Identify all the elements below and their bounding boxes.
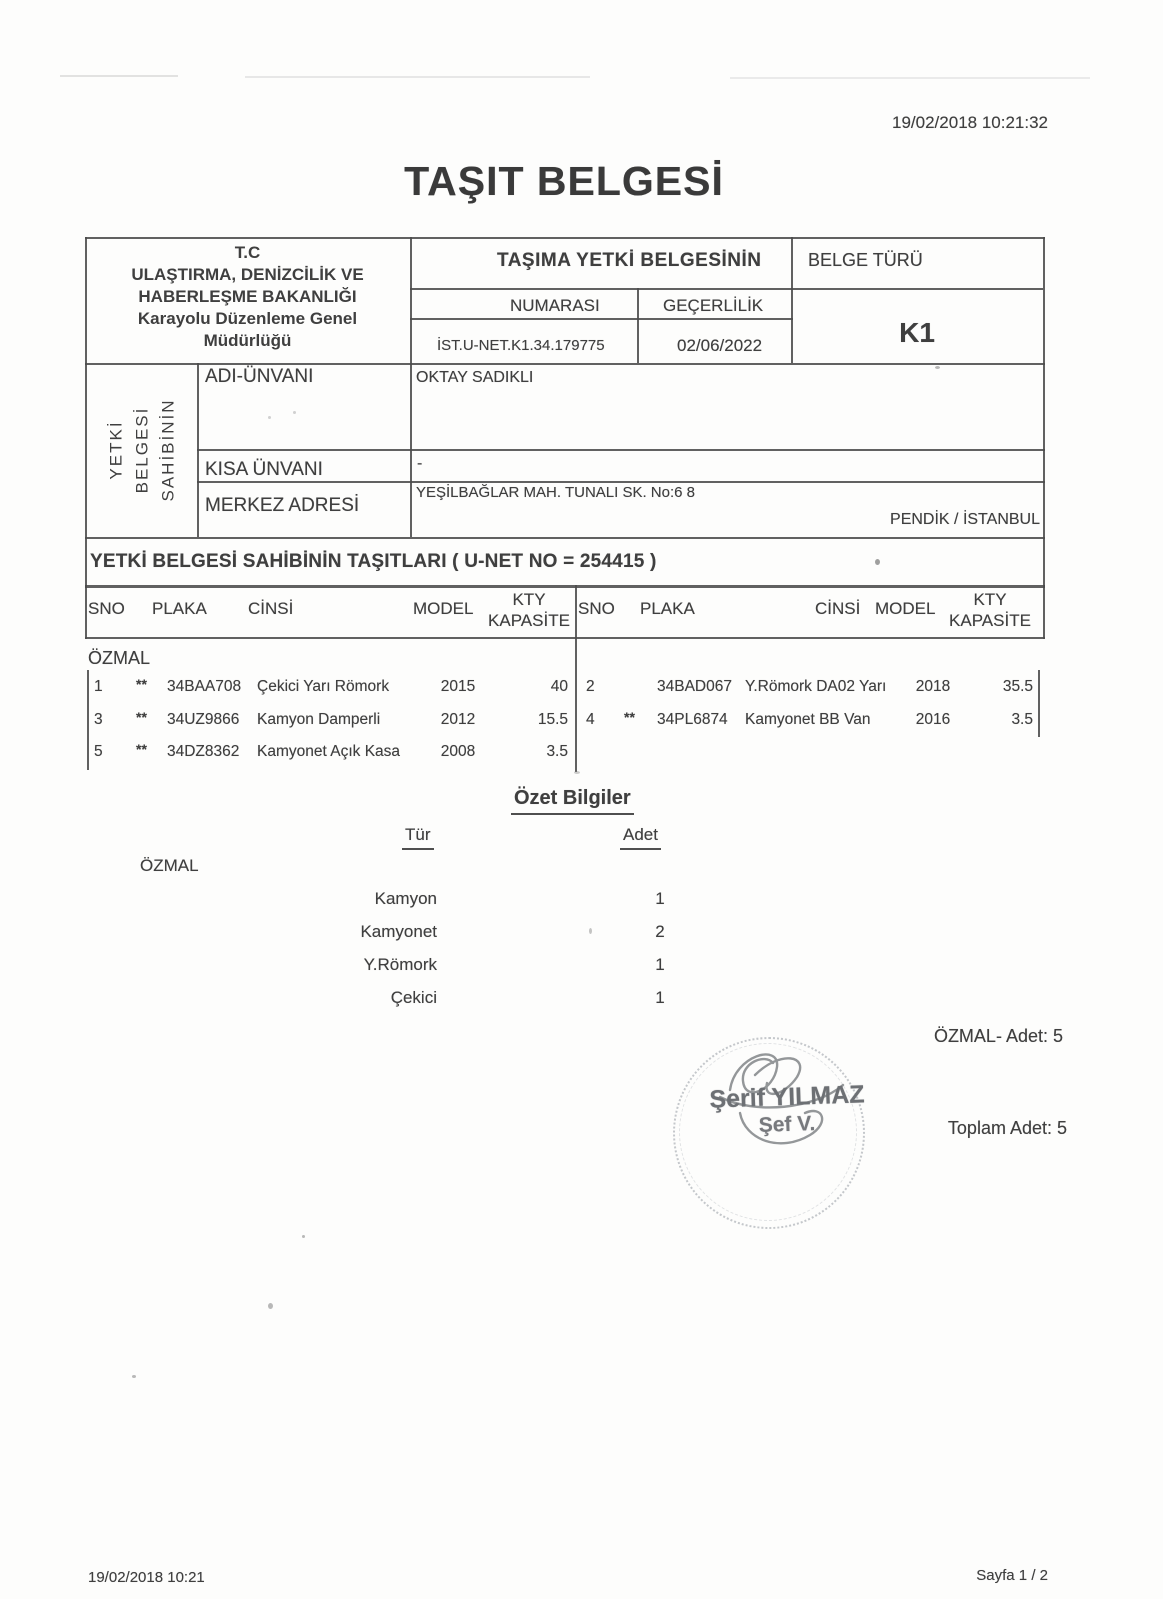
vehicle-sno: 5: [94, 743, 103, 760]
owner-side-label-line: YETKİ: [107, 420, 126, 480]
vehicle-capacity: 35.5: [1002, 678, 1033, 695]
scan-speck: [574, 771, 580, 774]
authority-block: [85, 242, 410, 352]
footer-page-number: Sayfa 1 / 2: [976, 1567, 1048, 1584]
owner-short-label: KISA ÜNVANI: [205, 459, 323, 480]
authority-line: ULAŞTIRMA, DENİZCİLİK VE: [131, 265, 364, 284]
vehicle-row: [88, 743, 568, 763]
summary-col-adet: Adet: [620, 825, 661, 850]
col-header-kapasite: KAPASİTE: [949, 611, 1031, 630]
authority-line: Müdürlüğü: [203, 331, 292, 350]
owner-side-label-line: SAHİBİNİN: [159, 398, 178, 502]
vehicle-model: 2008: [440, 743, 476, 760]
owner-address-label: MERKEZ ADRESİ: [205, 495, 360, 516]
authority-line: T.C: [234, 243, 261, 262]
vehicle-group-label: ÖZMAL: [88, 648, 151, 668]
col-header-kapasite: KAPASİTE: [488, 611, 570, 630]
vehicle-plate: 34UZ9866: [167, 711, 240, 728]
vehicle-plate: 34DZ8362: [167, 743, 240, 760]
authority-line: Karayolu Düzenleme Genel: [137, 309, 358, 328]
scan-speck: [875, 559, 880, 565]
col-header-plaka: PLAKA: [640, 599, 695, 618]
vehicle-type: Kamyonet Açık Kasa: [257, 743, 401, 760]
vehicle-type: Kamyonet BB Van: [745, 711, 871, 728]
table-border: [85, 585, 1045, 588]
col-header-model: MODEL: [875, 599, 936, 618]
table-border: [85, 363, 1045, 365]
table-border: [197, 481, 1045, 483]
owner-address-value: YEŞİLBAĞLAR MAH. TUNALI SK. No:6 8: [416, 484, 695, 501]
vehicle-plate: 34BAA708: [167, 678, 242, 695]
scan-artifact-line: [60, 75, 178, 77]
table-border: [1043, 237, 1045, 588]
vehicle-sno: 2: [586, 678, 595, 695]
vehicle-sno: 3: [94, 711, 103, 728]
table-border: [85, 637, 1045, 639]
vehicle-flag: **: [624, 709, 635, 725]
vehicle-row: [578, 678, 1040, 698]
table-border: [410, 237, 412, 537]
permit-validity-label: GEÇERLİLİK: [663, 296, 764, 315]
vehicle-sno: 1: [94, 678, 103, 695]
summary-row-tur: Çekici: [390, 988, 437, 1007]
owner-address-city: PENDİK / İSTANBUL: [890, 511, 1040, 528]
summary-row-adet: 1: [655, 955, 665, 974]
vehicle-capacity: 40: [550, 678, 568, 695]
vehicle-plate: 34PL6874: [657, 711, 728, 728]
scan-artifact-line: [245, 76, 590, 78]
summary-row-tur: Kamyon: [374, 889, 437, 908]
summary-row-adet: 1: [655, 889, 665, 908]
owner-side-label-line: BELGESİ: [133, 406, 152, 494]
vehicle-row: [88, 678, 568, 698]
vehicle-model: 2015: [440, 678, 476, 695]
col-header-kty: KTY: [973, 590, 1007, 609]
vehicles-section-title: YETKİ BELGESİ SAHİBİNİN TAŞITLARI ( U-NET NO = 254415 ): [90, 551, 657, 572]
summary-row-adet: 2: [655, 922, 665, 941]
summary-row-tur: Y.Römork: [363, 955, 437, 974]
col-header-plaka: PLAKA: [152, 599, 207, 618]
footer-timestamp: 19/02/2018 10:21: [88, 1569, 205, 1586]
vehicle-model: 2018: [915, 678, 951, 695]
table-border: [410, 318, 793, 320]
table-border: [637, 288, 639, 363]
vehicle-capacity: 3.5: [1011, 711, 1033, 728]
col-header-model: MODEL: [413, 599, 474, 618]
scan-speck: [935, 366, 940, 369]
vehicle-row: [578, 711, 1040, 731]
scan-speck: [293, 411, 296, 414]
vehicle-flag: **: [136, 676, 147, 692]
vehicle-capacity: 15.5: [537, 711, 568, 728]
vehicle-model: 2012: [440, 711, 476, 728]
vehicle-plate: 34BAD067: [657, 678, 732, 695]
scan-speck: [132, 1375, 136, 1378]
stamp-signer-role: Şef V.: [758, 1112, 816, 1137]
vehicle-model: 2016: [915, 711, 951, 728]
table-border: [410, 288, 1043, 290]
owner-name-value: OKTAY SADIKLI: [416, 369, 534, 386]
authority-line: HABERLEŞME BAKANLIĞI: [138, 287, 357, 306]
summary-title: Özet Bilgiler: [511, 787, 634, 815]
col-header-kty: KTY: [512, 590, 546, 609]
permit-number-value: İST.U-NET.K1.34.179775: [437, 337, 605, 354]
table-border: [85, 585, 87, 639]
vehicle-type: Y.Römork DA02 Yarı: [745, 678, 887, 695]
col-header-sno: SNO: [578, 599, 615, 618]
summary-ozmal-total: ÖZMAL- Adet: 5: [933, 1026, 1063, 1046]
owner-side-label: [88, 366, 198, 534]
scan-speck: [268, 416, 271, 419]
table-border: [197, 449, 1045, 451]
doc-type-label: BELGE TÜRÜ: [808, 250, 923, 270]
summary-row-adet: 1: [655, 988, 665, 1007]
scan-speck: [302, 1235, 305, 1238]
vehicle-flag: **: [136, 709, 147, 725]
permit-validity-value: 02/06/2022: [677, 336, 763, 355]
col-header-cinsi: CİNSİ: [815, 599, 861, 618]
table-border: [85, 537, 1045, 539]
vehicle-row: [88, 711, 568, 731]
vehicle-type: Kamyon Damperli: [257, 711, 381, 728]
col-header-cinsi: CİNSİ: [248, 599, 294, 618]
permit-number-label: NUMARASI: [510, 296, 600, 315]
summary-col-tur: Tür: [402, 825, 434, 850]
scan-artifact-line: [730, 77, 1090, 79]
permit-title: TAŞIMA YETKİ BELGESİNİN: [497, 250, 762, 271]
doc-type-value: K1: [899, 317, 935, 348]
summary-group-label: ÖZMAL: [140, 856, 199, 875]
owner-name-label: ADI-ÜNVANI: [205, 366, 314, 387]
vehicle-flag: **: [136, 741, 147, 757]
scan-speck: [268, 1303, 273, 1309]
col-header-sno: SNO: [88, 599, 125, 618]
vehicle-capacity: 3.5: [546, 743, 568, 760]
table-border: [85, 237, 1045, 239]
table-border: [575, 585, 577, 772]
scan-speck: [589, 928, 592, 934]
summary-grand-total: Toplam Adet: 5: [947, 1118, 1067, 1138]
page-title: TAŞIT BELGESİ: [404, 158, 724, 204]
print-timestamp: 19/02/2018 10:21:32: [892, 113, 1048, 132]
table-border: [1043, 585, 1045, 639]
vehicle-type: Çekici Yarı Römork: [257, 678, 390, 695]
vehicle-sno: 4: [586, 711, 595, 728]
owner-short-value: -: [417, 455, 423, 472]
summary-row-tur: Kamyonet: [360, 922, 437, 941]
stamp-signer-name: Şerif YILMAZ: [708, 1080, 865, 1114]
